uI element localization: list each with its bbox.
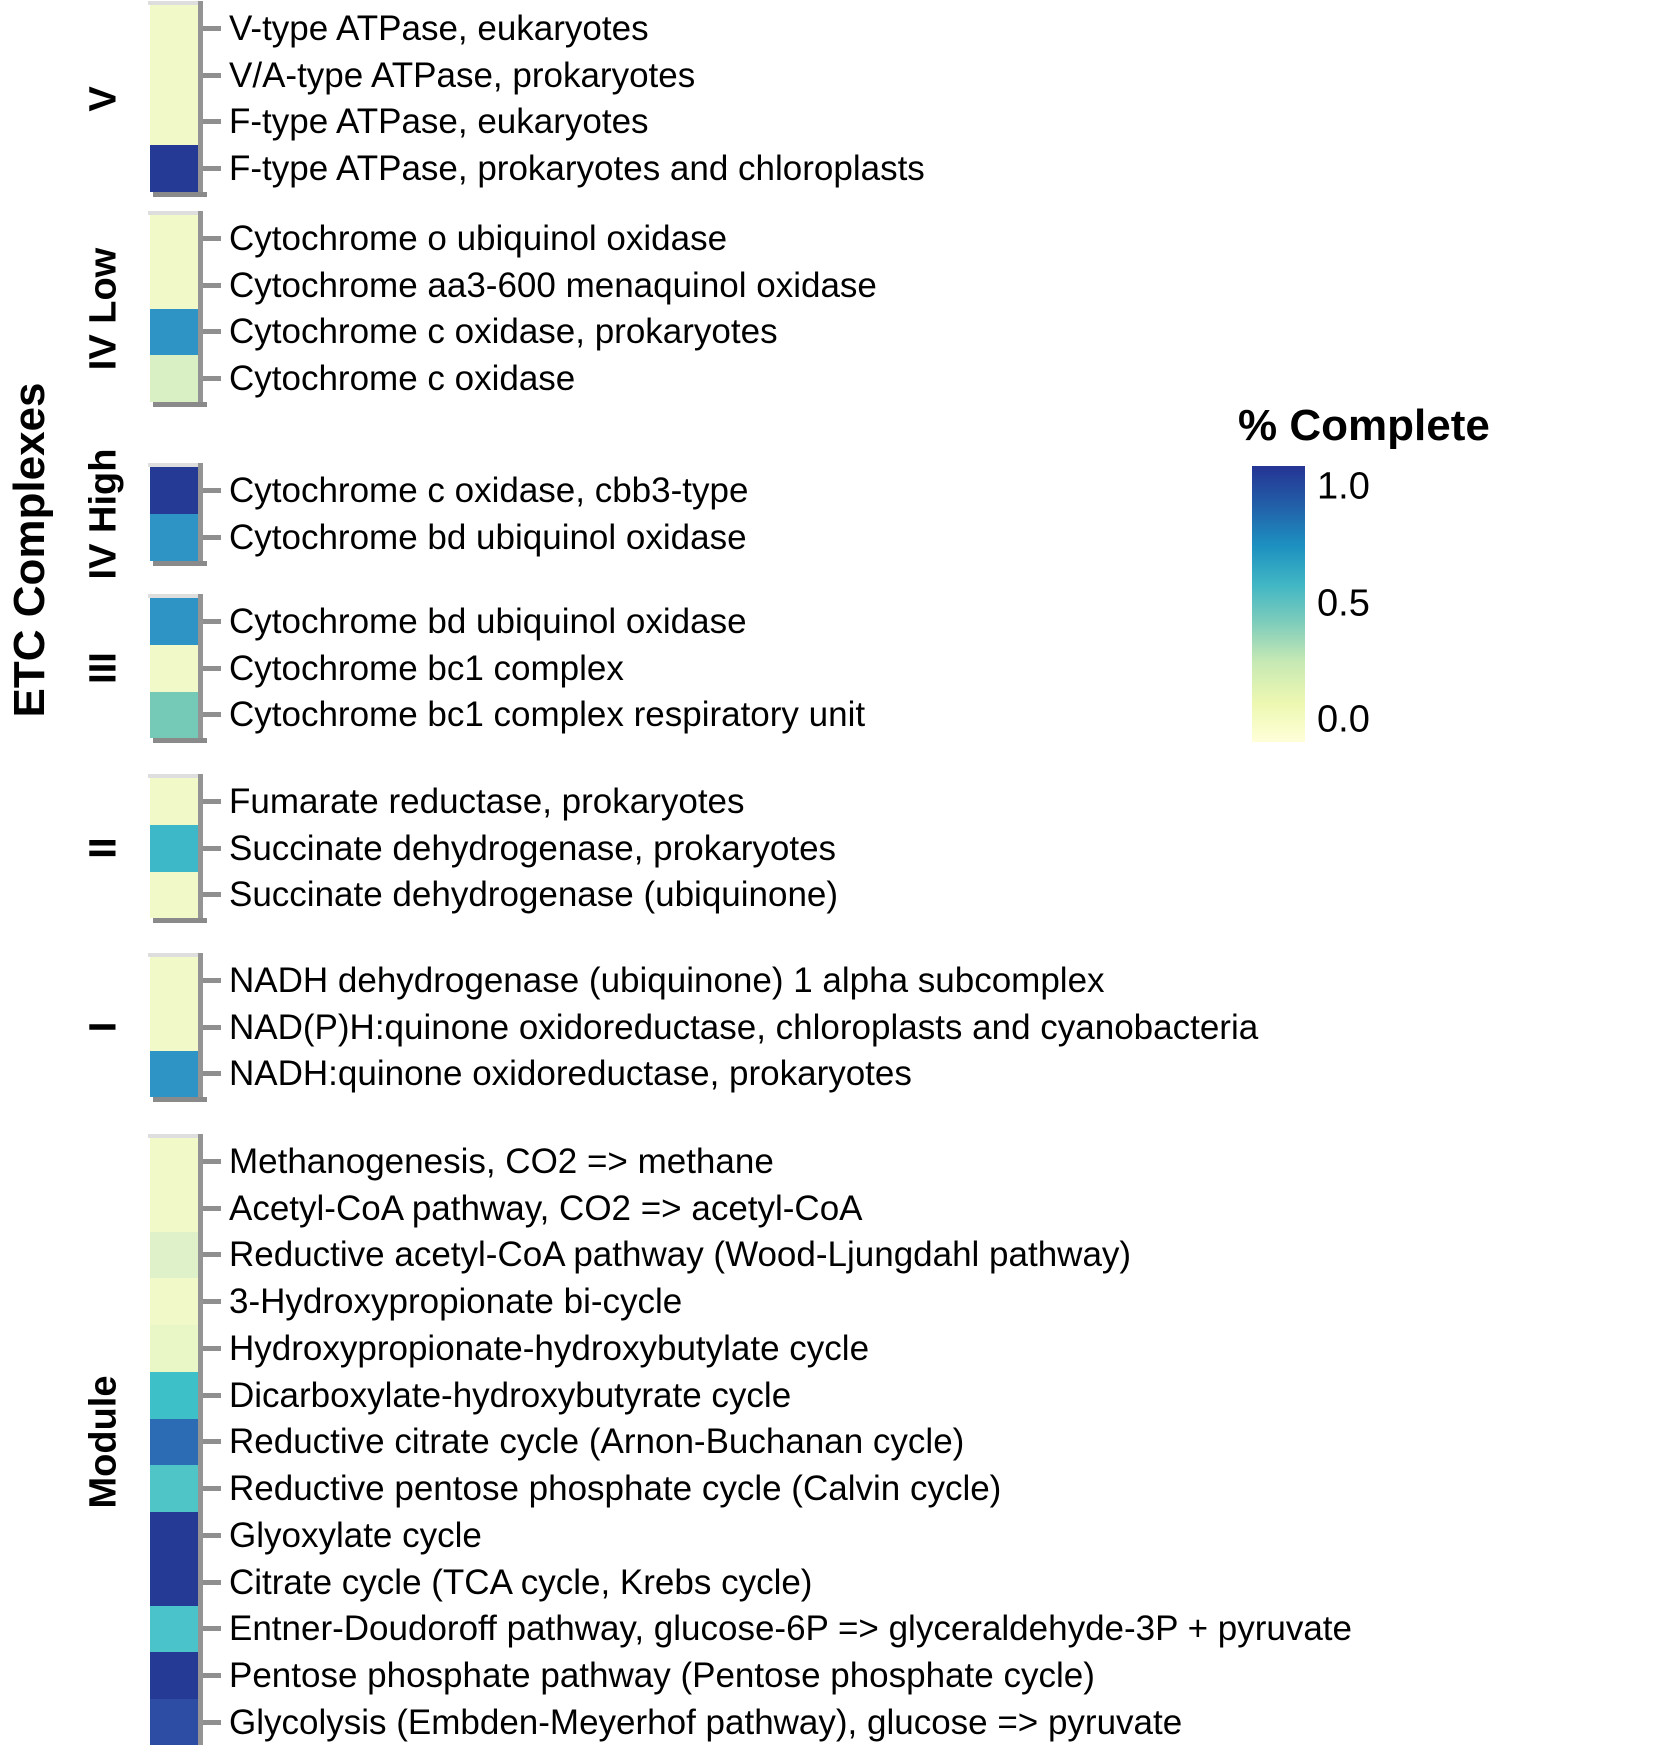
tick-mark [203, 1252, 221, 1257]
heatmap-row [150, 309, 877, 356]
row-label: Reductive acetyl-CoA pathway (Wood-Ljungdahl pathway) [229, 1235, 1132, 1275]
tick-mark [203, 119, 221, 124]
row-label: Pentose phosphate pathway (Pentose phosphate cycle) [229, 1656, 1095, 1696]
heatmap-cell [150, 1004, 198, 1051]
tick-mark [203, 978, 221, 983]
row-label: Glyoxylate cycle [229, 1515, 482, 1555]
heatmap-row [150, 1512, 1352, 1559]
row-label: Reductive pentose phosphate cycle (Calvin cycle) [229, 1469, 1002, 1509]
row-label: V/A-type ATPase, prokaryotes [229, 55, 696, 95]
row-label: Dicarboxylate-hydroxybutyrate cycle [229, 1375, 792, 1415]
heatmap-row [150, 692, 865, 739]
heatmap-row [150, 1138, 1352, 1185]
heatmap-row [150, 215, 877, 262]
tick-mark [203, 1580, 221, 1585]
heatmap-row [150, 1004, 1258, 1051]
tick-mark [203, 329, 221, 334]
row-label: NAD(P)H:quinone oxidoreductase, chloroplasts and cyanobacteria [229, 1007, 1259, 1047]
row-label: Cytochrome bc1 complex respiratory unit [229, 695, 866, 735]
tick-mark [203, 535, 221, 540]
heatmap-row [150, 825, 838, 872]
row-label: Cytochrome c oxidase [229, 359, 576, 399]
heatmap-cell [150, 215, 198, 262]
row-label: Methanogenesis, CO2 => methane [229, 1141, 774, 1181]
tick-mark [203, 1720, 221, 1725]
tick-mark [203, 892, 221, 897]
heatmap-cell [150, 692, 198, 739]
heatmap-row [150, 598, 865, 645]
heatmap-row [150, 1606, 1352, 1653]
tick-mark [203, 1673, 221, 1678]
legend-tick-label: 1.0 [1317, 465, 1370, 508]
heatmap-row [150, 514, 748, 561]
row-label: Cytochrome c oxidase, prokaryotes [229, 312, 778, 352]
heatmap-cell [150, 514, 198, 561]
group-axis-label: Module [82, 1375, 125, 1509]
row-label: 3-Hydroxypropionate bi-cycle [229, 1282, 683, 1322]
tick-mark [203, 1533, 221, 1538]
heatmap-cell [150, 957, 198, 1004]
legend-tick-label: 0.5 [1317, 582, 1370, 625]
heatmap-row [150, 957, 1258, 1004]
row-label: NADH:quinone oxidoreductase, prokaryotes [229, 1054, 912, 1094]
heatmap-cell [150, 1465, 198, 1512]
etc-complexes-axis-label: ETC Complexes [5, 382, 54, 718]
row-label: Acetyl-CoA pathway, CO2 => acetyl-CoA [229, 1188, 863, 1228]
tick-mark [203, 666, 221, 671]
heatmap-cell [150, 778, 198, 825]
legend-colorbar [1252, 466, 1305, 742]
heatmap-group-module [82, 1138, 1352, 1745]
heatmap-row [150, 1419, 1352, 1466]
heatmap-row [150, 1051, 1258, 1098]
heatmap-row [150, 1325, 1352, 1372]
heatmap-row [150, 99, 925, 146]
row-label: NADH dehydrogenase (ubiquinone) 1 alpha subcomplex [229, 960, 1105, 1000]
row-label: Cytochrome aa3-600 menaquinol oxidase [229, 265, 877, 305]
row-label: Cytochrome bc1 complex [229, 648, 624, 688]
tick-mark [203, 1159, 221, 1164]
tick-mark [203, 1393, 221, 1398]
tick-mark [203, 26, 221, 31]
heatmap-group-i [82, 957, 1259, 1097]
heatmap-cell [150, 1419, 198, 1466]
heatmap-cell [150, 1559, 198, 1606]
legend-title: % Complete [1238, 401, 1490, 450]
heatmap-cell [150, 1606, 198, 1653]
group-axis-label: V [82, 85, 125, 112]
heatmap-cell [150, 1051, 198, 1098]
heatmap-cell [150, 645, 198, 692]
tick-mark [203, 488, 221, 493]
tick-mark [203, 73, 221, 78]
tick-mark [203, 1025, 221, 1030]
row-label: Cytochrome o ubiquinol oxidase [229, 218, 728, 258]
heatmap-row [150, 872, 838, 919]
heatmap-cell [150, 1325, 198, 1372]
row-label: Glycolysis (Embden-Meyerhof pathway), glucose => pyruvate [229, 1702, 1183, 1742]
heatmap-row [150, 1699, 1352, 1745]
heatmap-row [150, 1465, 1352, 1512]
tick-mark [203, 619, 221, 624]
heatmap-cell [150, 1699, 198, 1745]
heatmap-cell [150, 145, 198, 192]
tick-mark [203, 846, 221, 851]
tick-mark [203, 1626, 221, 1631]
heatmap-row [150, 145, 925, 192]
heatmap-cell [150, 5, 198, 52]
heatmap-cell [150, 825, 198, 872]
heatmap-cell [150, 1185, 198, 1232]
heatmap-row [150, 645, 865, 692]
row-label: Succinate dehydrogenase (ubiquinone) [229, 875, 839, 915]
heatmap-cell [150, 1372, 198, 1419]
heatmap-group-iii [82, 598, 866, 738]
tick-mark [203, 1299, 221, 1304]
row-label: Fumarate reductase, prokaryotes [229, 781, 745, 821]
row-label: F-type ATPase, prokaryotes and chloroplasts [229, 149, 925, 189]
heatmap-cell [150, 598, 198, 645]
heatmap-row [150, 1372, 1352, 1419]
heatmap-row [150, 262, 877, 309]
heatmap-row [150, 1185, 1352, 1232]
heatmap-cell [150, 355, 198, 402]
tick-mark [203, 1439, 221, 1444]
tick-mark [203, 1486, 221, 1491]
heatmap-row [150, 355, 877, 402]
heatmap-cell [150, 99, 198, 146]
tick-mark [203, 236, 221, 241]
group-axis-label: I [82, 1021, 125, 1033]
row-label: Cytochrome c oxidase, cbb3-type [229, 470, 749, 510]
heatmap-row [150, 467, 748, 514]
heatmap-row [150, 5, 925, 52]
heatmap-cell [150, 467, 198, 514]
heatmap-cell [150, 1652, 198, 1699]
heatmap-group-v [82, 5, 925, 192]
row-label: Hydroxypropionate-hydroxybutylate cycle [229, 1328, 870, 1368]
heatmap-group-iv-low [82, 215, 877, 402]
heatmap-row [150, 1652, 1352, 1699]
row-label: Cytochrome bd ubiquinol oxidase [229, 517, 747, 557]
row-label: F-type ATPase, eukaryotes [229, 102, 649, 142]
heatmap-cell [150, 309, 198, 356]
heatmap-row [150, 778, 838, 825]
tick-mark [203, 1346, 221, 1351]
heatmap-group-ii [82, 778, 839, 918]
tick-mark [203, 376, 221, 381]
row-label: Cytochrome bd ubiquinol oxidase [229, 601, 747, 641]
group-axis-label: III [82, 652, 125, 684]
heatmap-group-iv-high [82, 448, 749, 580]
tick-mark [203, 283, 221, 288]
tick-mark [203, 1206, 221, 1211]
row-label: Entner-Doudoroff pathway, glucose-6P => glyceraldehyde-3P + pyruvate [229, 1609, 1352, 1649]
row-label: Succinate dehydrogenase, prokaryotes [229, 828, 837, 868]
legend-tick-label: 0.0 [1317, 698, 1370, 741]
group-axis-label: IV High [82, 448, 125, 580]
heatmap-cell [150, 1232, 198, 1279]
tick-mark [203, 166, 221, 171]
group-axis-label: II [82, 837, 125, 859]
tick-mark [203, 712, 221, 717]
heatmap-row [150, 52, 925, 99]
heatmap-cell [150, 1512, 198, 1559]
heatmap-cell [150, 1138, 198, 1185]
heatmap-cell [150, 262, 198, 309]
tick-mark [203, 799, 221, 804]
group-axis-label: IV Low [82, 247, 125, 370]
heatmap-row [150, 1232, 1352, 1279]
heatmap-row [150, 1559, 1352, 1606]
heatmap-cell [150, 872, 198, 919]
heatmap-cell [150, 52, 198, 99]
row-label: Citrate cycle (TCA cycle, Krebs cycle) [229, 1562, 813, 1602]
row-label: Reductive citrate cycle (Arnon-Buchanan cycle) [229, 1422, 965, 1462]
tick-mark [203, 1071, 221, 1076]
heatmap-row [150, 1278, 1352, 1325]
heatmap-cell [150, 1278, 198, 1325]
row-label: V-type ATPase, eukaryotes [229, 8, 649, 48]
